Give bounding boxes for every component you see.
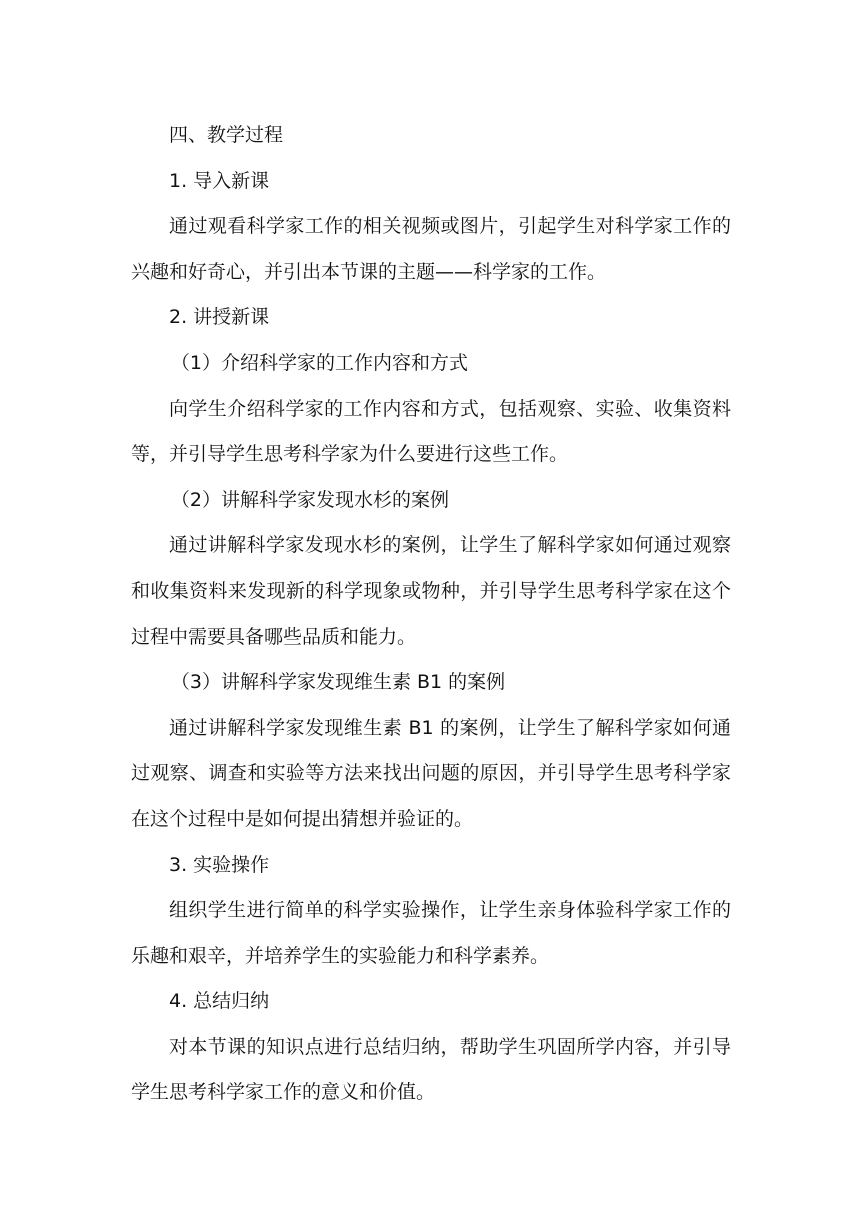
paragraph-intro: 通过观看科学家工作的相关视频或图片，引起学生对科学家工作的兴趣和好奇心，并引出本节课的主题——科学家的工作。: [131, 215, 731, 283]
paragraph-vitamin-case: 通过讲解科学家发现维生素 B1 的案例，让学生了解科学家如何通过观察、调查和实验等方法来找出问题的原因，并引导学生思考科学家在这个过程中是如何提出猜想并验证的。: [131, 716, 731, 830]
paragraph-metasequoia-case: 通过讲解科学家发现水杉的案例，让学生了解科学家如何通过观察和收集资料来发现新的科学现象或物种，并引导学生思考科学家在这个过程中需要具备哪些品质和能力。: [131, 534, 731, 648]
paragraph-work-content: 向学生介绍科学家的工作内容和方式，包括观察、实验、收集资料等，并引导学生思考科学家为什么要进行这些工作。: [131, 397, 731, 466]
heading-intro: 1. 导入新课: [169, 169, 270, 192]
paragraph-experiment: 组织学生进行简单的科学实验操作，让学生亲身体验科学家工作的乐趣和艰辛，并培养学生的实验能力和科学素养。: [131, 899, 731, 967]
heading-summary: 4. 总结归纳: [169, 990, 270, 1013]
subheading-metasequoia-case: （2）讲解科学家发现水杉的案例: [170, 488, 449, 511]
heading-experiment: 3. 实验操作: [169, 853, 270, 876]
document-body: [131, 113, 731, 1116]
paragraph-summary: 对本节课的知识点进行总结归纳，帮助学生巩固所学内容，并引导学生思考科学家工作的意义和价值。: [131, 1035, 731, 1104]
heading-teaching: 2. 讲授新课: [169, 306, 270, 329]
section-title: 四、教学过程: [169, 124, 284, 146]
subheading-vitamin-case: （3）讲解科学家发现维生素 B1 的案例: [170, 671, 506, 694]
subheading-work-content: （1）介绍科学家的工作内容和方式: [170, 351, 468, 374]
